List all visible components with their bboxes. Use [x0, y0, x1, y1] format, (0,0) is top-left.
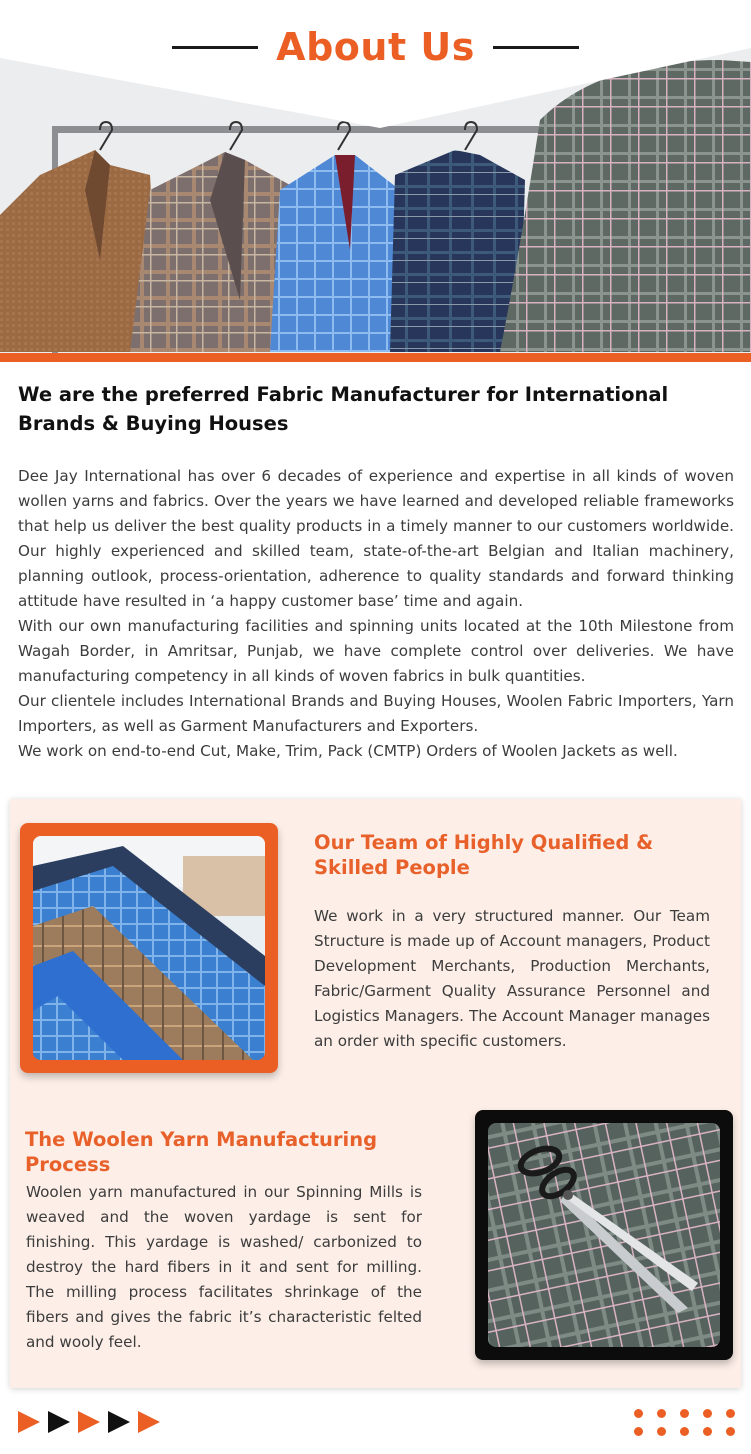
process-title: The Woolen Yarn Manufacturing Process — [25, 1128, 378, 1176]
dot — [634, 1409, 643, 1418]
hero-banner — [0, 0, 751, 362]
intro-paragraph: With our own manufacturing facilities and spinning units located at the 10th Milestone from Wagah Border, in Amritsar, Punjab, we have complete control over deliveries. We have manufacturing competency in all kinds of woven fabrics in bulk quantities. — [18, 617, 734, 685]
dot — [634, 1427, 643, 1436]
play-arrow-icon — [48, 1411, 70, 1433]
process-image — [488, 1123, 720, 1347]
intro-paragraph: Dee Jay International has over 6 decades of experience and expertise in all kinds of woven wollen yarns and fabrics. Over the years we have learned and developed reliable frameworks that help us deliver the best quality products in a timely manner to our customers worldwide. Our highly experienced and skilled team, state-of-the-art Belgian and Italian machinery, planning outlook, process-orientation, adherence to quality standards and forward thinking attitude have resulted in ‘a happy customer base’ time and again. — [18, 467, 734, 610]
intro-body — [18, 464, 734, 764]
dot — [726, 1409, 735, 1418]
process-image-frame — [475, 1110, 733, 1360]
team-text: We work in a very structured manner. Our Team Structure is made up of Account managers, Product Development Merchants, Production Merchants, Fabric/Garment Quality Assurance Personnel and Logistics Managers. The Account Manager manages an order with specific customers. — [314, 907, 710, 1050]
dot-grid-icon — [634, 1409, 738, 1436]
dot — [657, 1409, 666, 1418]
title-right-rule — [493, 46, 579, 49]
page-title: About Us — [276, 25, 475, 69]
play-arrow-icon — [18, 1411, 40, 1433]
hero-bottom-band — [0, 353, 751, 362]
dot — [680, 1409, 689, 1418]
intro-paragraph: We work on end-to-end Cut, Make, Trim, Pack (CMTP) Orders of Woolen Jackets as well. — [18, 742, 678, 760]
team-image-frame — [20, 823, 278, 1073]
intro-paragraph: Our clientele includes International Brands and Buying Houses, Woolen Fabric Importers, Yarn Importers, as well as Garment Manufacturers and Exporters. — [18, 692, 734, 735]
play-arrow-icon — [18, 1411, 168, 1433]
play-arrow-icon — [108, 1411, 130, 1433]
team-image — [33, 836, 265, 1060]
dot — [703, 1427, 712, 1436]
dot — [726, 1427, 735, 1436]
play-arrow-icon — [78, 1411, 100, 1433]
dot — [703, 1409, 712, 1418]
dot — [680, 1427, 689, 1436]
play-arrow-icon — [138, 1411, 160, 1433]
intro-heading: We are the preferred Fabric Manufacturer for International Brands & Buying Houses — [18, 383, 669, 435]
team-title: Our Team of Highly Qualified & Skilled People — [314, 831, 654, 879]
page-title-row — [0, 22, 751, 72]
process-text: Woolen yarn manufactured in our Spinning Mills is weaved and the woven yardage is sent for finishing. This yardage is washed/ carbonized to destroy the hard fibers in it and sent for milling. The milling process facilitates shrinkage of the fibers and gives the fabric it’s characteristic felted and wooly feel. — [26, 1183, 422, 1351]
dot — [657, 1427, 666, 1436]
title-left-rule — [172, 46, 258, 49]
feature-panel — [10, 799, 741, 1388]
intro-section — [18, 380, 734, 764]
